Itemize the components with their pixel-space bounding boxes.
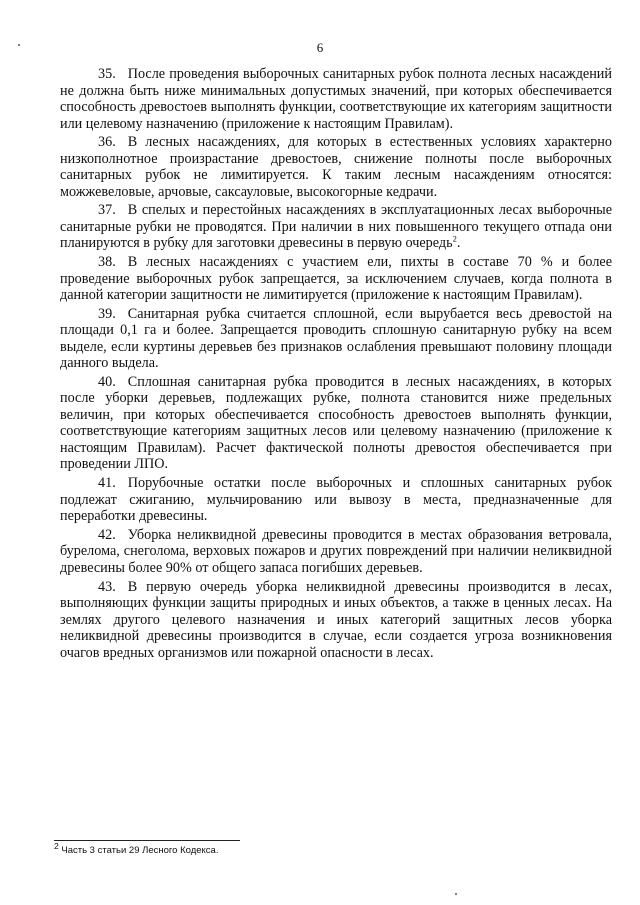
paragraph-text: В лесных насаждениях, для которых в естественных условиях характерно низкополнотное произрастание древостоев, снижение полноты после выборочных санитарных рубок не лимитируется. К таким лесным насаждениям относятся: можжевеловые, арчовые, саксауловые, высокогорные кедрачи. — [60, 134, 612, 200]
paragraph-40 — [60, 374, 612, 473]
paragraph-number: 40. — [98, 373, 116, 390]
footnote — [54, 840, 219, 856]
paragraph-number: 38. — [98, 254, 116, 271]
paragraph-38 — [60, 254, 612, 304]
paragraph-text: Уборка неликвидной древесины проводится в местах образования ветровала, бурелома, снеголома, верховых пожаров и других повреждений при наличии неликвидной древесины более 90% от общего запаса погибших деревьев. — [60, 526, 612, 576]
paragraph-36 — [60, 134, 612, 200]
footnote-reference: 2 — [452, 233, 457, 244]
paragraph-text: В лесных насаждениях с участием ели, пихты в составе 70 % и более проведение выборочных рубок запрещается, за исключением случаев, когда полнота в данной категории защитности не лимитируется (приложение к настоящим Правилам). — [60, 254, 612, 304]
paragraph-number: 37. — [98, 202, 116, 219]
paragraph-number: 43. — [98, 578, 116, 595]
body-text — [60, 66, 612, 663]
paragraph-text: В спелых и перестойных насаждениях в эксплуатационных лесах выборочные санитарные рубки не проводятся. При наличии в них повышенного текущего отпада они планируются в рубку для заготовки древесины в первую очередь — [60, 202, 612, 252]
footnote-divider — [54, 840, 240, 841]
paragraph-35 — [60, 66, 612, 132]
paragraph-39 — [60, 306, 612, 372]
footnote-text: Часть 3 статьи 29 Лесного Кодекса. — [61, 845, 219, 856]
paragraph-number: 41. — [98, 475, 116, 492]
paragraph-42 — [60, 527, 612, 577]
paragraph-text: Сплошная санитарная рубка проводится в лесных насаждениях, в которых после уборки деревьев, подлежащих рубке, полнота становится ниже предельных величин, при которых обеспечивается способность древостоев выполнять функции, соответствующие категориям защитных лесов или целевому назначению (приложение к настоящим Правилам). Расчет фактической полноты древостоя обеспечивается при проведении ЛПО. — [60, 373, 612, 473]
paragraph-text: Порубочные остатки после выборочных и сплошных санитарных рубок подлежат сжиганию, мульчированию или вывозу в места, предназначенные для переработки древесины. — [60, 475, 612, 525]
footnote-marker: 2 — [54, 840, 59, 851]
page-number: 6 — [316, 40, 324, 55]
paragraph-41 — [60, 475, 612, 525]
paragraph-number: 39. — [98, 305, 116, 322]
paragraph-number: 36. — [98, 134, 116, 151]
paragraph-text: После проведения выборочных санитарных рубок полнота лесных насаждений не должна быть ниже минимальных допустимых значений, при которых обеспечивается способность древостоев выполнять функции, соответствующие их категориям защитности или целевому назначению (приложение к настоящим Правилам). — [60, 66, 612, 132]
paragraph-text: Санитарная рубка считается сплошной, если вырубается весь древостой на площади 0,1 га и более. Запрещается проводить сплошную санитарную рубку на всем выделе, если куртины деревьев без признаков ослабления превышают половину площади данного выдела. — [60, 305, 612, 372]
paragraph-37 — [60, 202, 612, 252]
paragraph-text: В первую очередь уборка неликвидной древесины производится в лесах, выполняющих функции защиты природных и иных объектов, а также в ценных лесах. На землях другого целевого назначения и иных категорий защитных лесов уборка неликвидной древесины производится в случае, если создается угроза возникновения очагов вредных организмов или пожарной опасности в лесах. — [60, 578, 612, 661]
paragraph-text-end: . — [456, 235, 461, 252]
paragraph-number: 35. — [98, 66, 116, 82]
paragraph-43 — [60, 579, 612, 662]
paragraph-number: 42. — [98, 526, 116, 543]
scan-speck — [455, 893, 457, 895]
